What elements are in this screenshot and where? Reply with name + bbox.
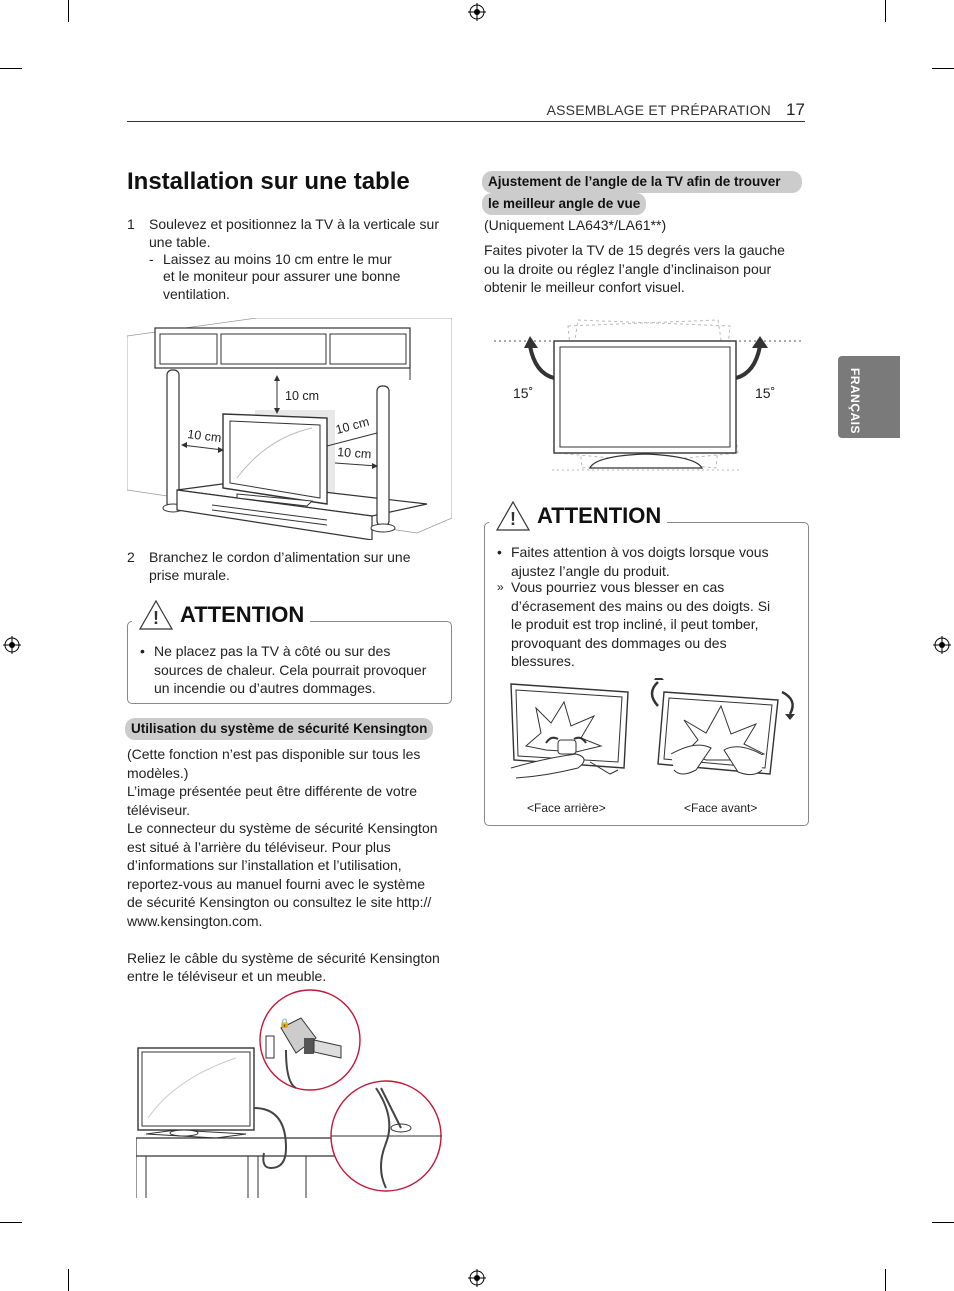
clearance-label-right-lower: 10 cm — [336, 445, 372, 462]
registration-mark-icon — [468, 3, 486, 21]
angle-text-line: ou la droite ou réglez l’angle d’inclinaison pour — [484, 260, 772, 277]
crop-mark — [68, 1269, 69, 1291]
kensington-heading: Utilisation du système de sécurité Kensington — [125, 718, 433, 740]
attention-text: un incendie ou d’autres dommages. — [154, 680, 376, 696]
finger-caution-illustration — [506, 678, 802, 798]
kensington-text-line: téléviseur. — [127, 801, 191, 818]
clearance-label-left: 10 cm — [186, 427, 223, 446]
attention-title — [132, 599, 310, 631]
language-tab-label: FRANÇAIS — [848, 368, 862, 434]
swivel-angle-illustration — [490, 318, 806, 478]
caption-front-view: <Face avant> — [684, 801, 758, 815]
attention-title-text: ATTENTION — [537, 503, 662, 528]
svg-text:🔒: 🔒 — [279, 1018, 291, 1028]
kensington-text-line: entre le téléviseur et un meuble. — [127, 968, 327, 984]
warning-triangle-icon — [138, 599, 174, 631]
clearance-label-top: 10 cm — [285, 389, 320, 403]
angle-text-line: obtenir le meilleur confort visuel. — [484, 279, 685, 295]
angle-label-right: 15˚ — [755, 385, 776, 401]
attention-text: Ne placez pas la TV à côté ou sur des — [154, 643, 391, 659]
attention-text: sources de chaleur. Cela pourrait provoquer — [154, 661, 427, 678]
attention-result — [497, 578, 797, 674]
attention-text: blessures. — [511, 653, 575, 669]
crop-mark — [885, 1269, 886, 1291]
crop-mark — [885, 0, 886, 22]
kensington-text-line: est situé à l’arrière du téléviseur. Pour plus — [127, 838, 391, 855]
kensington-text-line: d’informations sur l’installation et l’utilisation, — [127, 857, 402, 873]
model-note: (Uniquement LA643*/LA61**) — [484, 217, 667, 233]
clearance-label-right-upper: 10 cm — [334, 414, 371, 437]
kensington-text-line: www.kensington.com. — [127, 912, 263, 929]
page-number: 17 — [786, 100, 805, 119]
kensington-paragraph — [127, 745, 457, 986]
sub-step-text: et le moniteur pour assurer une bonne — [163, 268, 401, 284]
crop-mark — [0, 68, 22, 69]
angle-text-line: Faites pivoter la TV de 15 degrés vers la gauche — [484, 242, 785, 258]
kensington-text-line: reportez-vous au manuel fourni avec le système — [127, 875, 426, 892]
attention-title-text: ATTENTION — [180, 602, 305, 627]
crop-mark — [0, 1222, 22, 1223]
running-header: ASSEMBLAGE ET PRÉPARATION — [546, 102, 771, 118]
attention-title — [489, 500, 667, 532]
angle-paragraph — [484, 241, 814, 297]
attention-text: ajustez l’angle du produit. — [511, 562, 670, 579]
sub-step-dash: - — [149, 251, 154, 267]
bullet-mark: • — [497, 544, 502, 560]
sub-step-text: Laissez au moins 10 cm entre le mur — [163, 251, 392, 267]
attention-item — [140, 642, 440, 698]
kensington-lock-illustration — [136, 988, 442, 1198]
attention-text: provoquant des dommages ou des — [511, 634, 727, 651]
angle-label-left: 15˚ — [513, 385, 534, 401]
attention-text: Faites attention à vos doigts lorsque vous — [511, 544, 769, 560]
attention-text: d’écrasement des mains ou des doigts. Si — [511, 597, 771, 614]
crop-mark — [932, 1222, 954, 1223]
angle-heading-continued — [482, 193, 646, 215]
step-number: 1 — [127, 216, 135, 232]
kensington-text-line: Le connecteur du système de sécurité Kensington — [127, 820, 438, 836]
angle-heading-line: Ajustement de l’angle de la TV afin de trouver — [488, 174, 781, 189]
attention-text: Vous pourriez vous blesser en cas — [511, 579, 725, 595]
header-rule — [127, 121, 805, 122]
language-tab — [838, 356, 900, 438]
registration-mark-icon — [3, 636, 21, 654]
step-number: 2 — [127, 549, 135, 565]
kensington-text-line: modèles.) — [127, 764, 189, 781]
kensington-text-line: Reliez le câble du système de sécurité Kensington — [127, 949, 440, 966]
warning-triangle-icon — [495, 500, 531, 532]
registration-mark-icon — [933, 636, 951, 654]
registration-mark-icon — [468, 1269, 486, 1287]
step-text: prise murale. — [149, 567, 230, 583]
step-text: Soulevez et positionnez la TV à la verticale sur — [149, 216, 440, 232]
kensington-text-line: L’image présentée peut être différente de votre — [127, 783, 418, 799]
attention-item — [497, 543, 797, 581]
bullet-mark: • — [140, 643, 145, 659]
table-installation-illustration — [127, 318, 452, 540]
sub-step-text: ventilation. — [163, 286, 230, 302]
kensington-text-line: de sécurité Kensington ou consultez le site http:// — [127, 894, 432, 910]
page-title: Installation sur une table — [127, 168, 410, 195]
svg-text:!: ! — [510, 509, 516, 529]
crop-mark — [68, 0, 69, 22]
kensington-text-line: (Cette fonction n’est pas disponible sur tous les — [127, 746, 421, 762]
result-mark: » — [497, 580, 504, 594]
step-text: une table. — [149, 234, 211, 250]
angle-heading — [482, 171, 802, 193]
step-text: Branchez le cordon d’alimentation sur une — [149, 549, 411, 565]
caption-back-view: <Face arrière> — [527, 801, 606, 815]
crop-mark — [932, 68, 954, 69]
attention-text: le produit est trop incliné, il peut tomber, — [511, 616, 759, 632]
angle-heading-line: le meilleur angle de vue — [488, 196, 641, 211]
svg-text:!: ! — [153, 608, 159, 628]
